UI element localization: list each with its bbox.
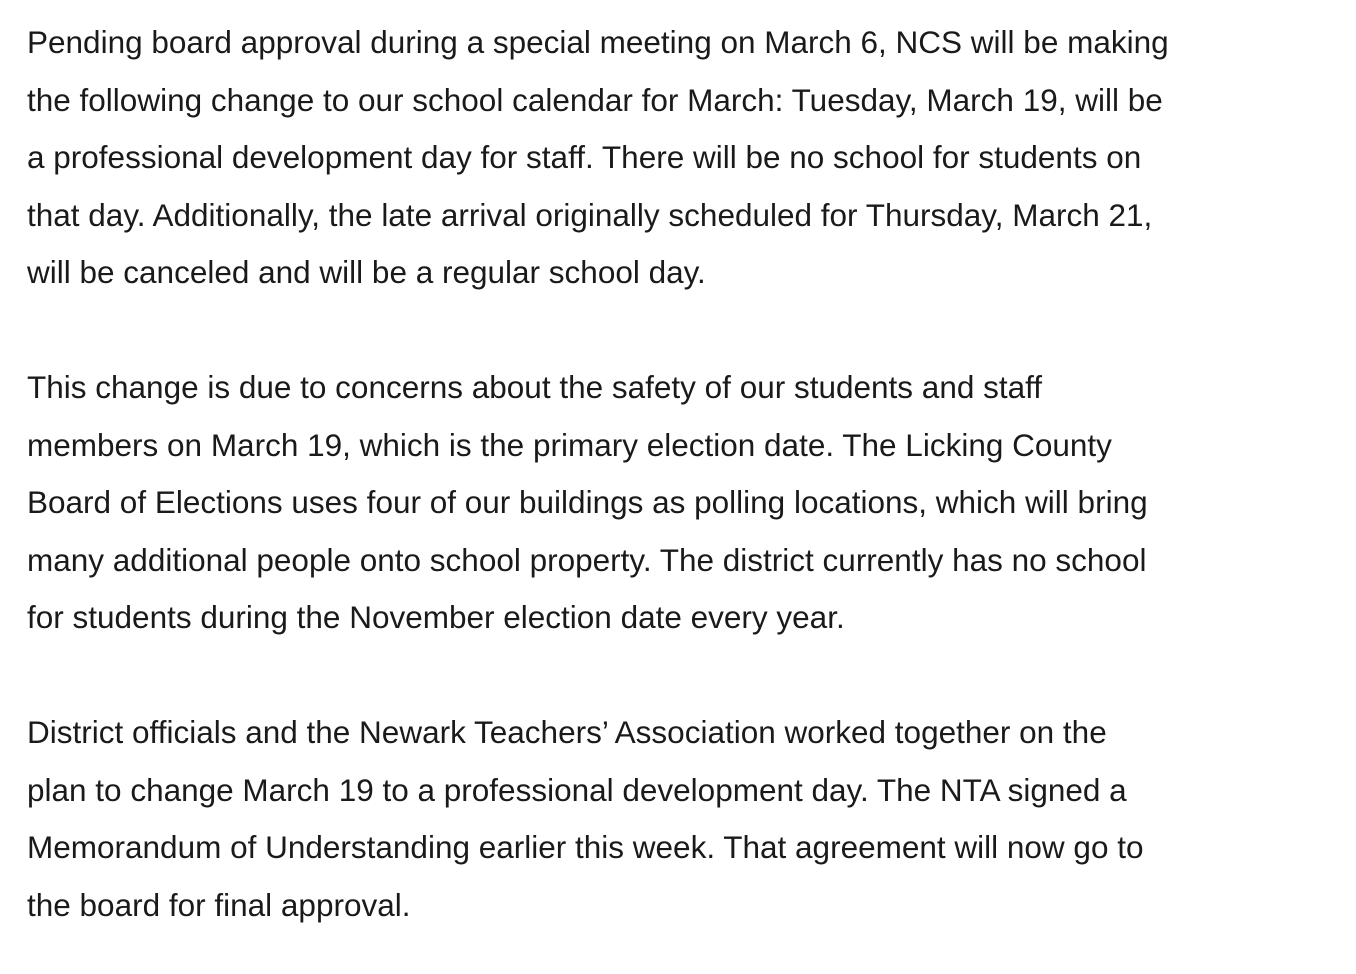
text-line: plan to change March 19 to a professional development day. The NTA signed a (27, 771, 1127, 808)
text-line: that day. Additionally, the late arrival originally scheduled for Thursday, March 21, (27, 196, 1153, 233)
paragraph-calendar-change (27, 14, 1327, 302)
text-line: members on March 19, which is the primary election date. The Licking County (27, 426, 1112, 463)
text-line: the board for final approval. (27, 886, 411, 923)
paragraph-agreement (27, 704, 1327, 934)
text-line: the following change to our school calendar for March: Tuesday, March 19, will be (27, 81, 1163, 118)
paragraph-safety-reason (27, 359, 1327, 647)
text-line: a professional development day for staff. There will be no school for students on (27, 139, 1142, 175)
text-line: Memorandum of Understanding earlier this week. That agreement will now go to (27, 829, 1144, 865)
text-line: This change is due to concerns about the safety of our students and staff (27, 369, 1043, 405)
text-line: will be canceled and will be a regular school day. (27, 254, 706, 290)
text-line: many additional people onto school property. The district currently has no school (27, 541, 1147, 578)
text-line: Board of Elections uses four of our buildings as polling locations, which will bring (27, 484, 1148, 520)
text-line: for students during the November election date every year. (27, 599, 845, 635)
text-line: Pending board approval during a special meeting on March 6, NCS will be making (27, 24, 1169, 60)
text-line: District officials and the Newark Teachers’ Association worked together on the (27, 714, 1107, 750)
article-body (27, 14, 1327, 934)
